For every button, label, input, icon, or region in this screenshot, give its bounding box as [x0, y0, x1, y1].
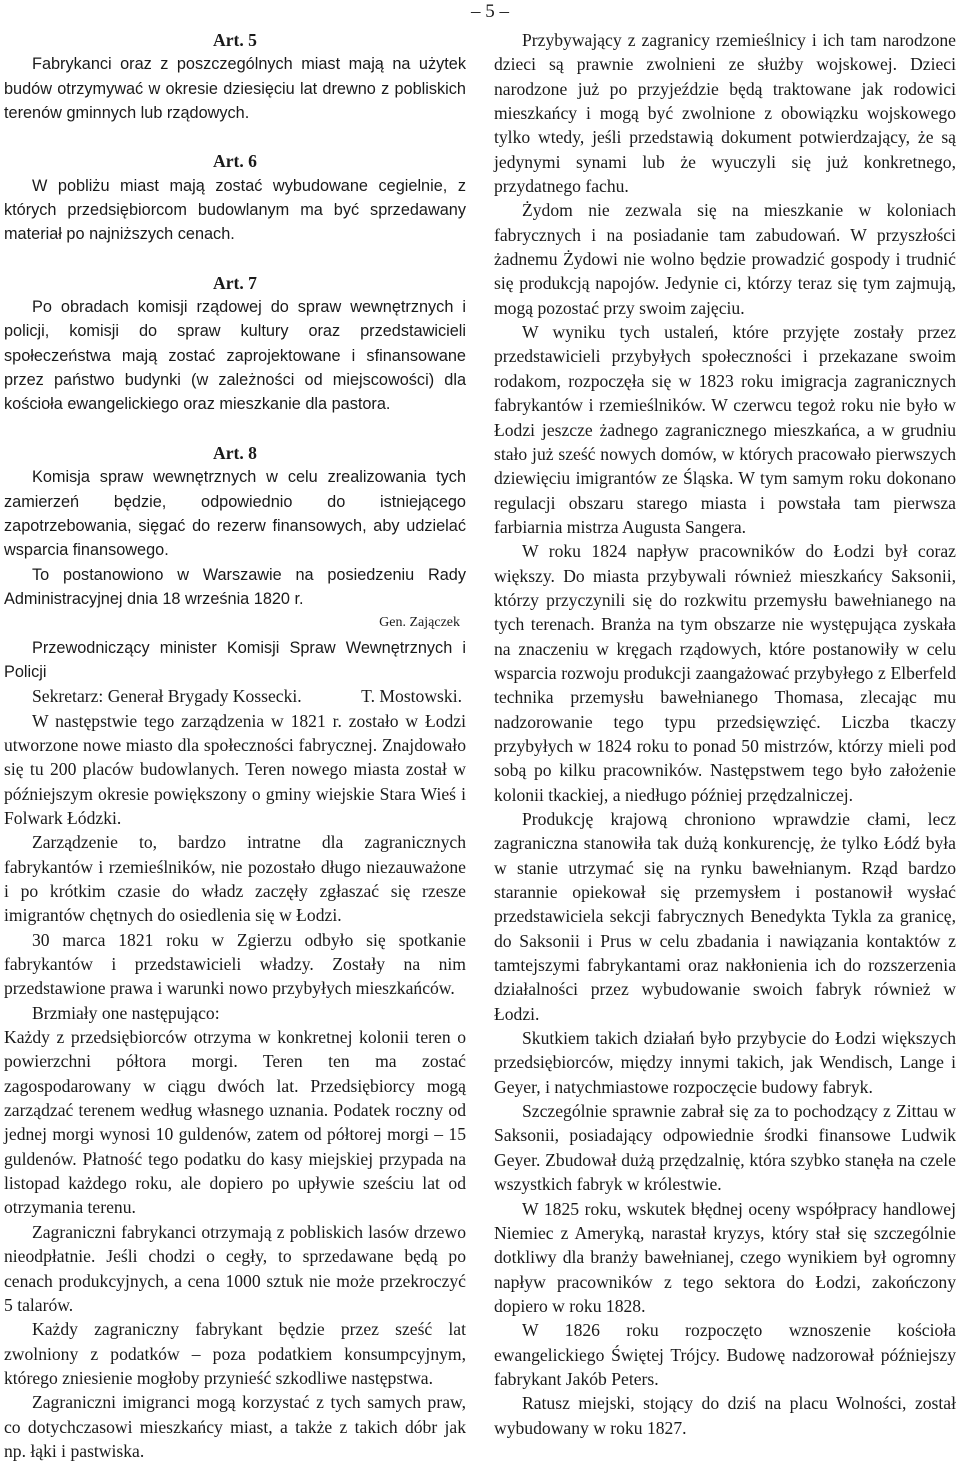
- paragraph: Zagraniczni fabrykanci otrzymają z pobliskich lasów drzewo nieodpłatnie. Jeśli chodzi o cegły, to sprzedawane będą po cenach produkcyjnych, a cena 1000 sztuk nie może przekroczyć 5 talarów.: [4, 1221, 466, 1315]
- paragraph: W następstwie tego zarządzenia w 1821 r. zostało w Łodzi utworzone nowe miasto dla społeczności fabrycznej. Znajdowało się tu 200 placów budowlanych. Teren nowego miasta został w późniejszym okresie powiększony o gminy wiejskie Stara Wieś i Folwark Łódzki.: [4, 710, 466, 828]
- article-7-heading: Art. 7: [213, 272, 257, 293]
- chairman-text: Przewodniczący minister Komisji Spraw Wewnętrznych i Policji: [4, 638, 466, 681]
- paragraph: W wyniku tych ustaleń, które przyjęte zostały przez przedstawicieli przybyłych społeczności i przekazane swoim rodakom, rozpoczęła się w 1823 roku imigracja zagranicznych fabrykantów i rzemieślników. W czerwcu tegoż roku nie było w Łodzi jeszcze żadnego zagranicznego mieszkańca, a w grudniu stało już sześć nowych domów, w których pracowało pierwszych dziewięciu imigrantów ze Śląska. W tym samym roku dokonano regulacji obszaru starego miasta i powstała tam pierwsza farbiarnia mistrza Augusta Sangera.: [494, 322, 956, 537]
- article-5-heading: Art. 5: [213, 30, 257, 50]
- paragraph: Zagraniczni imigranci mogą korzystać z tych samych praw, co dotychczasowi mieszkańcy miast, a także z takich dóbr jak np. łąki i pastwiska.: [4, 1392, 466, 1461]
- paragraph: Skutkiem takich działań było przybycie do Łodzi większych przedsiębiorców, między innymi takich, jak Wendisch, Lange i Geyer, i natychmiastowe rozpoczęcie budowy fabryk.: [494, 1028, 956, 1097]
- paragraph: Brzmiały one następująco:: [32, 1002, 220, 1023]
- article-8-text: Komisja spraw wewnętrznych w celu zrealizowania tych zamierzeń będzie, odpowiednio do istniejącego zapotrzebowania, sięgać do rezerw finansowych, aby udzielać wsparcia finansowego.: [4, 468, 466, 560]
- article-7-text: Po obradach komisji rządowej do spraw wewnętrznych i policji, komisji do spraw kultury oraz przedstawicieli społeczeństwa mają zostać zaprojektowane i sfinansowane przez państwo budynki (w zależności od miejscowości) dla kościoła ewangelickiego oraz mieszkanie dla pastora.: [4, 298, 466, 414]
- article-6-text: W pobliżu miast mają zostać wybudowane cegielnie, z których przedsiębiorcom budowlanym ma być sprzedawany materiał po najniższych cenach.: [4, 176, 466, 244]
- paragraph: Zarządzenie to, bardzo intratne dla zagranicznych fabrykantów i rzemieślników, nie pozostało długo niezauważone i po krótkim czasie do władz zaczęły zgłaszać się rzesze imigrantów chętnych do osiedlenia się w Łodzi.: [4, 832, 466, 926]
- paragraph: Każdy zagraniczny fabrykant będzie przez sześć lat zwolniony z podatków – poza podatkiem konsumpcyjnym, którego zniesienie mogłoby przynieść szkodliwe następstwa.: [4, 1319, 466, 1388]
- article-8-heading: Art. 8: [213, 442, 257, 463]
- article-5-text: Fabrykanci oraz z poszczególnych miast mają na użytek budów otrzymywać w okresie dziesięciu lat drewno z pobliskich terenów gminnych lub rządowych.: [4, 55, 466, 123]
- paragraph: Żydom nie zezwala się na mieszkanie w koloniach fabrycznych i na posiadanie tam zabudowań. W przyszłości żadnemu Żydowi nie wolno będzie prowadzić gospody i trudnić się produkcją napojów. Jedynie ci, którzy teraz się tym zajmują, mogą pozostać przy swoim zajęciu.: [494, 200, 956, 318]
- signature-gen: Gen. Zajączek: [379, 615, 460, 631]
- right-column: [494, 28, 956, 1440]
- signers-line: [4, 684, 466, 708]
- article-6-heading: Art. 6: [213, 151, 257, 172]
- paragraph: Przybywający z zagranicy rzemieślnicy i ich tam narodzone dzieci są prawnie zwolnieni ze służby wojskowej. Dzieci narodzone już po przyjeździe będą traktowane jak rodowici mieszkańcy i mogą być zwolnione z obowiązku wojskowego tylko wtedy, jeśli przedstawią dokument potwierdzający, że są jedynymi synami lub że wyuczyli się już konkretnego, przydatnego fachu.: [494, 30, 956, 197]
- paragraph: W roku 1824 napływ pracowników do Łodzi był coraz większy. Do miasta przybywali również mieszkańcy Saksonii, którzy przyczynili się do rozkwitu przemysłu bawełnianego na tych terenach. Branża na tym obszarze nie występująca zyskała na znaczeniu w kręgach rządowych, które postanowiły w celu wsparcia rozwoju produkcji zaangażować przybyłego z Elberfeld technika przemysłu bawełnianego Thomasa, zlecając mu nadzorowanie tego typu przedsięwzięć. Liczba tkaczy przybyłych w 1824 roku to ponad 50 mistrzów, którzy mieli pod sobą po kilku pracowników. Następstwem tego było założenie kolonii tkackiej, a niedługo później przędzalniczej.: [494, 541, 956, 805]
- paragraph: Każdy z przedsiębiorców otrzyma w konkretnej kolonii teren o powierzchni półtora morgi. Teren ten ma zostać zagospodarowany w ciągu dwóch lat. Przedsiębiorcy mogą zarządzać terenem według własnego uznania. Podatek roczny od jednej morgi wynosi 10 guldenów, zatem od półtorej morgi – 15 guldenów. Płatność tego podatku do kasy miejskiej przypada na listopad każdego roku, ale dopiero po upływie sześciu lat od otrzymania terenu.: [4, 1027, 466, 1218]
- paragraph: Ratusz miejski, stojący do dziś na placu Wolności, został wybudowany w roku 1827.: [494, 1393, 956, 1438]
- resolution-text: To postanowiono w Warszawie na posiedzeniu Rady Administracyjnej dnia 18 września 1820 r.: [4, 565, 466, 608]
- paragraph: Szczególnie sprawnie zabrał się za to pochodzący z Zittau w Saksonii, posiadający odpowiednie środki finansowe Ludwik Geyer. Zbudował dużą przędzalnię, która szybko stanęła na czele wszystkich fabryk w królestwie.: [494, 1101, 956, 1195]
- paragraph: 30 marca 1821 roku w Zgierzu odbyło się spotkanie fabrykantów i przedstawicieli władzy. Zostały na nim przedstawione prawa i warunki nowo przybyłych mieszkańców.: [4, 929, 466, 999]
- paragraph: Produkcję krajową chroniono wprawdzie cłami, lecz zagraniczna stanowiła tak dużą konkurencję, że tylko Łódź była w stanie utrzymać się na rynku bawełnianym. Rząd bardzo starannie opiekował się przemysłem i postanowił wysłać przedstawiciela sekcji fabrycznych Benedykta Tykla za granicę, do Saksonii i Prus w celu zbadania i nawiązania kontaktów z tamtejszymi fabrykantami oraz nakłonienia ich do rozszerzenia działalności przez wybudowanie swoich fabryk również w Łodzi.: [494, 809, 956, 1024]
- secretary-text: Sekretarz: Generał Brygady Kossecki.: [32, 686, 302, 707]
- page-number: – 5 –: [471, 1, 509, 22]
- paragraph: W 1825 roku, wskutek błędnej oceny współpracy handlowej Niemiec z Ameryką, narastał kryzys, który stał się szczególnie dotkliwy dla branży bawełnianej, czego wynikiem był ogromny napływ pracowników z tego sektora do Łodzi, zakończony dopiero w roku 1828.: [494, 1198, 956, 1316]
- paragraph: W 1826 roku rozpoczęto wznoszenie kościoła ewangelickiego Świętej Trójcy. Budowę nadzorował późniejszy fabrykant Jakób Peters.: [494, 1320, 956, 1389]
- mostowski-text: T. Mostowski.: [361, 686, 462, 707]
- left-column: [4, 28, 466, 1463]
